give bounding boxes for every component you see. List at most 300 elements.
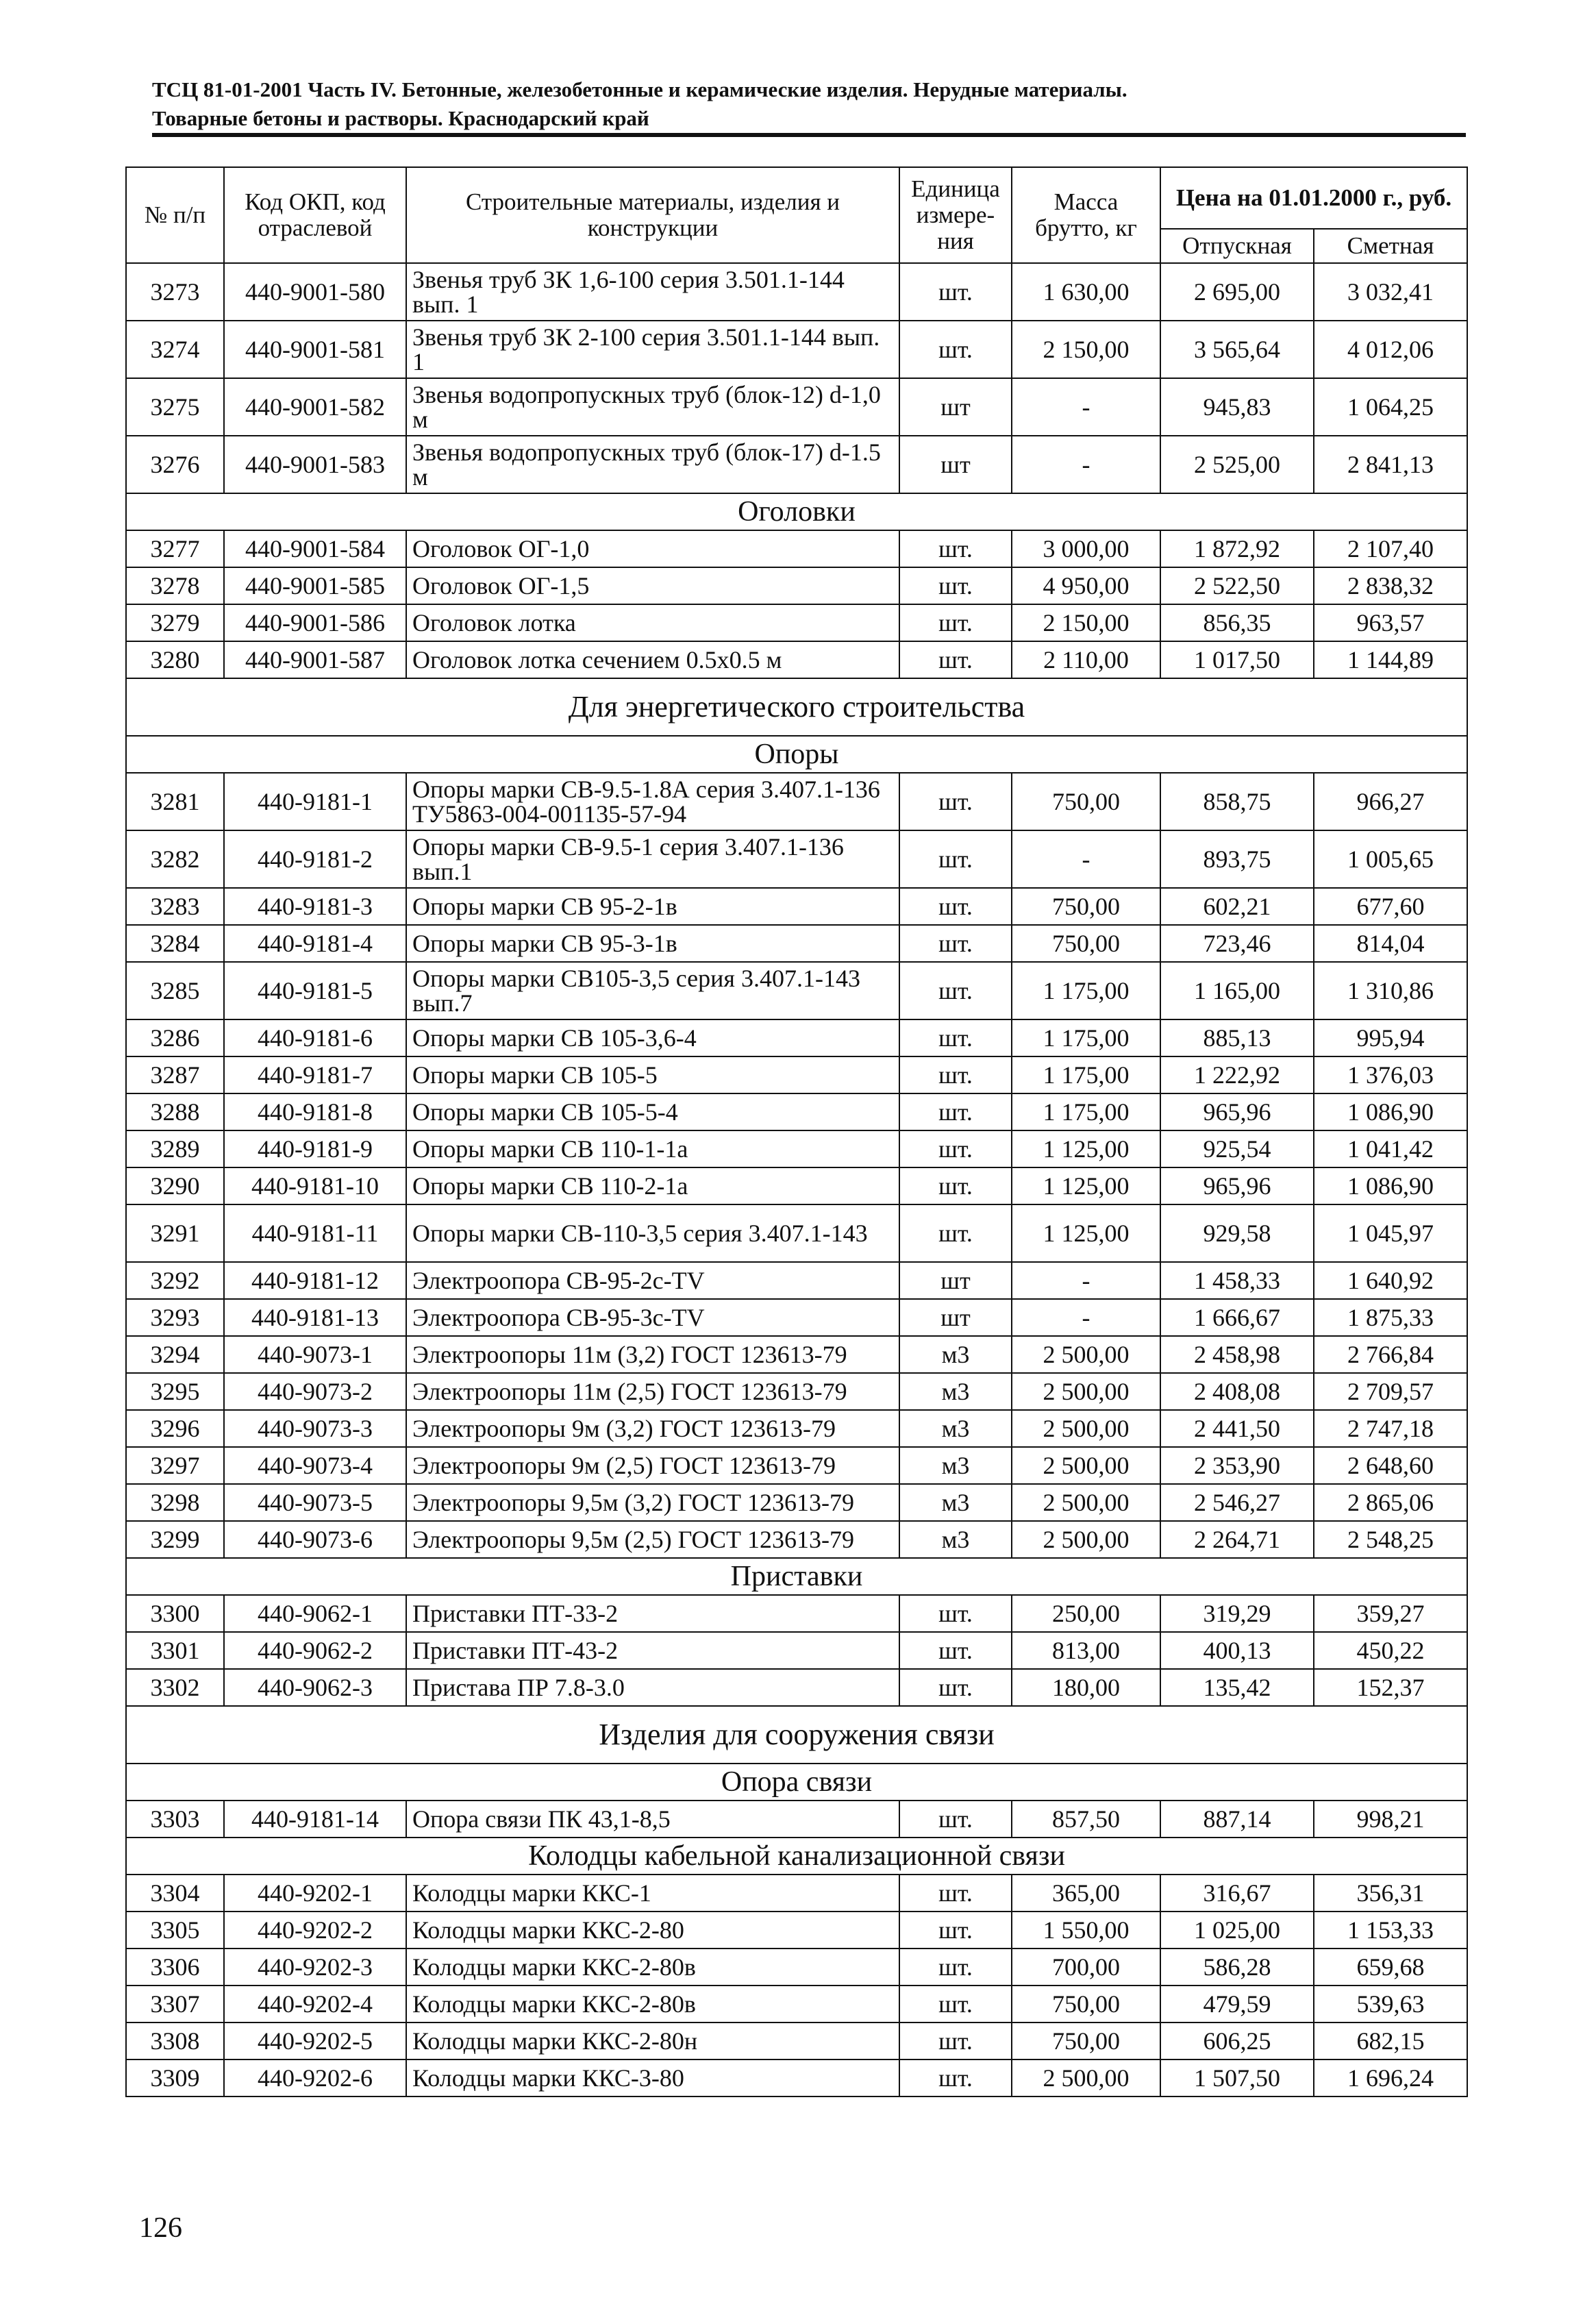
cell-mass: 365,00 [1012, 1875, 1160, 1912]
cell-name: Колодцы марки ККС-2-80в [406, 1986, 899, 2023]
cell-name: Электроопоры 9м (2,5) ГОСТ 123613-79 [406, 1447, 899, 1484]
cell-name: Опоры марки СВ 105-3,6-4 [406, 1019, 899, 1056]
page-number: 126 [139, 2212, 182, 2244]
cell-num: 3294 [126, 1336, 224, 1373]
cell-price-release: 1 458,33 [1160, 1262, 1314, 1299]
cell-mass: - [1012, 830, 1160, 888]
cell-price-release: 2 546,27 [1160, 1484, 1314, 1521]
cell-name: Электроопоры 11м (2,5) ГОСТ 123613-79 [406, 1373, 899, 1410]
cell-price-estimate: 2 747,18 [1314, 1410, 1467, 1447]
cell-code: 440-9001-585 [224, 567, 406, 604]
table-row [126, 321, 1467, 378]
cell-code: 440-9001-586 [224, 604, 406, 641]
cell-code: 440-9001-583 [224, 436, 406, 493]
table-row [126, 378, 1467, 436]
table-row [126, 530, 1467, 567]
cell-name: Оголовок лотка [406, 604, 899, 641]
table-row [126, 1912, 1467, 1949]
cell-unit: шт. [899, 1669, 1012, 1706]
cell-mass: 250,00 [1012, 1595, 1160, 1632]
table-row [126, 567, 1467, 604]
cell-mass: 4 950,00 [1012, 567, 1160, 604]
cell-code: 440-9001-580 [224, 263, 406, 321]
cell-unit: шт. [899, 2023, 1012, 2060]
table-row [126, 925, 1467, 962]
cell-unit: м3 [899, 1484, 1012, 1521]
cell-code: 440-9062-2 [224, 1632, 406, 1669]
cell-mass: 750,00 [1012, 2023, 1160, 2060]
cell-mass: 2 500,00 [1012, 1336, 1160, 1373]
cell-name: Колодцы марки ККС-3-80 [406, 2060, 899, 2096]
cell-name: Электроопора СВ-95-2с-TV [406, 1262, 899, 1299]
cell-price-release: 2 695,00 [1160, 263, 1314, 321]
cell-unit: шт. [899, 1986, 1012, 2023]
section-title: Опора связи [126, 1764, 1467, 1801]
cell-code: 440-9001-584 [224, 530, 406, 567]
cell-code: 440-9181-7 [224, 1056, 406, 1093]
cell-num: 3281 [126, 773, 224, 830]
cell-price-release: 723,46 [1160, 925, 1314, 962]
cell-price-release: 1 017,50 [1160, 641, 1314, 678]
cell-code: 440-9181-2 [224, 830, 406, 888]
cell-code: 440-9202-3 [224, 1949, 406, 1986]
table-row [126, 1130, 1467, 1167]
cell-unit: шт. [899, 962, 1012, 1019]
section-heading-row [126, 1838, 1467, 1875]
cell-mass: 2 500,00 [1012, 1521, 1160, 1558]
cell-unit: шт. [899, 1204, 1012, 1262]
document-header [152, 75, 1466, 133]
cell-unit: шт. [899, 888, 1012, 925]
cell-mass: 1 125,00 [1012, 1130, 1160, 1167]
cell-unit: м3 [899, 1521, 1012, 1558]
table-row [126, 1595, 1467, 1632]
cell-price-release: 2 264,71 [1160, 1521, 1314, 1558]
cell-num: 3282 [126, 830, 224, 888]
cell-name: Оголовок лотка сечением 0.5х0.5 м [406, 641, 899, 678]
cell-mass: - [1012, 378, 1160, 436]
cell-unit: шт. [899, 604, 1012, 641]
cell-num: 3305 [126, 1912, 224, 1949]
table-row [126, 641, 1467, 678]
cell-mass: 2 500,00 [1012, 2060, 1160, 2096]
table-row [126, 830, 1467, 888]
cell-price-release: 1 507,50 [1160, 2060, 1314, 2096]
cell-unit: шт. [899, 1801, 1012, 1838]
category-heading-row [126, 678, 1467, 736]
cell-price-estimate: 2 107,40 [1314, 530, 1467, 567]
cell-name: Колодцы марки ККС-2-80н [406, 2023, 899, 2060]
cell-price-release: 2 458,98 [1160, 1336, 1314, 1373]
cell-price-estimate: 539,63 [1314, 1986, 1467, 2023]
cell-price-estimate: 1 045,97 [1314, 1204, 1467, 1262]
cell-num: 3309 [126, 2060, 224, 2096]
cell-price-estimate: 359,27 [1314, 1595, 1467, 1632]
cell-unit: шт. [899, 1167, 1012, 1204]
cell-num: 3290 [126, 1167, 224, 1204]
cell-num: 3308 [126, 2023, 224, 2060]
cell-mass: 180,00 [1012, 1669, 1160, 1706]
cell-mass: 2 110,00 [1012, 641, 1160, 678]
cell-mass: 3 000,00 [1012, 530, 1160, 567]
cell-price-release: 965,96 [1160, 1167, 1314, 1204]
cell-unit: шт. [899, 1019, 1012, 1056]
header-code: Код ОКП, код отраслевой [224, 167, 406, 263]
cell-code: 440-9202-5 [224, 2023, 406, 2060]
cell-price-estimate: 682,15 [1314, 2023, 1467, 2060]
cell-code: 440-9181-13 [224, 1299, 406, 1336]
cell-unit: шт. [899, 1875, 1012, 1912]
section-title: Колодцы кабельной канализационной связи [126, 1838, 1467, 1875]
cell-unit: шт. [899, 1093, 1012, 1130]
cell-price-estimate: 995,94 [1314, 1019, 1467, 1056]
table-row [126, 1262, 1467, 1299]
cell-mass: 1 175,00 [1012, 1019, 1160, 1056]
table-row [126, 1801, 1467, 1838]
table-row [126, 888, 1467, 925]
cell-mass: 2 150,00 [1012, 321, 1160, 378]
header-line-2: Товарные бетоны и растворы. Краснодарский край [152, 106, 649, 130]
cell-price-estimate: 2 648,60 [1314, 1447, 1467, 1484]
cell-num: 3280 [126, 641, 224, 678]
cell-price-estimate: 1 041,42 [1314, 1130, 1467, 1167]
cell-name: Электроопоры 11м (3,2) ГОСТ 123613-79 [406, 1336, 899, 1373]
cell-price-release: 965,96 [1160, 1093, 1314, 1130]
cell-code: 440-9073-3 [224, 1410, 406, 1447]
cell-price-estimate: 1 005,65 [1314, 830, 1467, 888]
cell-num: 3295 [126, 1373, 224, 1410]
cell-price-release: 1 872,92 [1160, 530, 1314, 567]
cell-price-release: 1 222,92 [1160, 1056, 1314, 1093]
cell-unit: шт. [899, 641, 1012, 678]
cell-name: Колодцы марки ККС-1 [406, 1875, 899, 1912]
table-row [126, 604, 1467, 641]
cell-code: 440-9202-6 [224, 2060, 406, 2096]
cell-price-release: 1 025,00 [1160, 1912, 1314, 1949]
cell-mass: 1 175,00 [1012, 1093, 1160, 1130]
cell-price-release: 925,54 [1160, 1130, 1314, 1167]
cell-price-release: 885,13 [1160, 1019, 1314, 1056]
header-price-release: Отпускная [1160, 229, 1314, 263]
cell-price-release: 606,25 [1160, 2023, 1314, 2060]
cell-price-estimate: 1 064,25 [1314, 378, 1467, 436]
cell-num: 3302 [126, 1669, 224, 1706]
cell-price-estimate: 1 144,89 [1314, 641, 1467, 678]
cell-mass: 2 500,00 [1012, 1373, 1160, 1410]
cell-num: 3307 [126, 1986, 224, 2023]
cell-code: 440-9073-2 [224, 1373, 406, 1410]
cell-num: 3288 [126, 1093, 224, 1130]
header-material: Строительные материалы, изделия и конструкции [406, 167, 899, 263]
cell-code: 440-9181-11 [224, 1204, 406, 1262]
cell-unit: шт [899, 1262, 1012, 1299]
cell-price-estimate: 450,22 [1314, 1632, 1467, 1669]
cell-num: 3303 [126, 1801, 224, 1838]
cell-num: 3283 [126, 888, 224, 925]
cell-unit: шт. [899, 925, 1012, 962]
cell-price-estimate: 1 310,86 [1314, 962, 1467, 1019]
cell-mass: - [1012, 1299, 1160, 1336]
table-row [126, 1019, 1467, 1056]
cell-unit: шт. [899, 1912, 1012, 1949]
cell-code: 440-9181-8 [224, 1093, 406, 1130]
cell-price-release: 319,29 [1160, 1595, 1314, 1632]
category-heading-row [126, 1706, 1467, 1764]
cell-price-release: 316,67 [1160, 1875, 1314, 1912]
cell-price-release: 602,21 [1160, 888, 1314, 925]
cell-num: 3296 [126, 1410, 224, 1447]
cell-name: Звенья водопропускных труб (блок-12) d-1,0 м [406, 378, 899, 436]
section-title: Приставки [126, 1558, 1467, 1595]
cell-code: 440-9202-2 [224, 1912, 406, 1949]
cell-name: Колодцы марки ККС-2-80в [406, 1949, 899, 1986]
header-num: № п/п [126, 167, 224, 263]
table-row [126, 1669, 1467, 1706]
cell-price-estimate: 4 012,06 [1314, 321, 1467, 378]
table-row [126, 2060, 1467, 2096]
cell-unit: шт. [899, 263, 1012, 321]
table-row [126, 962, 1467, 1019]
cell-num: 3278 [126, 567, 224, 604]
cell-code: 440-9181-4 [224, 925, 406, 962]
cell-price-estimate: 659,68 [1314, 1949, 1467, 1986]
cell-name: Электроопора СВ-95-3с-TV [406, 1299, 899, 1336]
cell-mass: - [1012, 1262, 1160, 1299]
cell-code: 440-9202-1 [224, 1875, 406, 1912]
cell-mass: 2 500,00 [1012, 1410, 1160, 1447]
cell-code: 440-9181-10 [224, 1167, 406, 1204]
table-row [126, 1875, 1467, 1912]
cell-unit: шт. [899, 530, 1012, 567]
cell-mass: 1 550,00 [1012, 1912, 1160, 1949]
table-row [126, 436, 1467, 493]
cell-mass: 1 125,00 [1012, 1167, 1160, 1204]
cell-name: Опоры марки СВ 95-3-1в [406, 925, 899, 962]
cell-name: Опоры марки СВ-110-3,5 серия 3.407.1-143 [406, 1204, 899, 1262]
cell-price-release: 2 408,08 [1160, 1373, 1314, 1410]
cell-code: 440-9181-9 [224, 1130, 406, 1167]
cell-name: Опоры марки СВ105-3,5 серия 3.407.1-143 вып.7 [406, 962, 899, 1019]
cell-mass: 1 175,00 [1012, 962, 1160, 1019]
cell-unit: шт. [899, 1595, 1012, 1632]
cell-num: 3304 [126, 1875, 224, 1912]
cell-price-estimate: 814,04 [1314, 925, 1467, 962]
cell-price-estimate: 1 640,92 [1314, 1262, 1467, 1299]
section-title: Изделия для сооружения связи [126, 1706, 1467, 1764]
price-table [125, 166, 1468, 2097]
cell-price-release: 893,75 [1160, 830, 1314, 888]
cell-price-estimate: 1 086,90 [1314, 1093, 1467, 1130]
table-row [126, 2023, 1467, 2060]
cell-price-release: 135,42 [1160, 1669, 1314, 1706]
cell-num: 3284 [126, 925, 224, 962]
table-row [126, 1336, 1467, 1373]
cell-unit: шт. [899, 1632, 1012, 1669]
cell-mass: 2 500,00 [1012, 1447, 1160, 1484]
cell-code: 440-9062-1 [224, 1595, 406, 1632]
cell-num: 3277 [126, 530, 224, 567]
cell-name: Оголовок ОГ-1,5 [406, 567, 899, 604]
cell-price-release: 2 441,50 [1160, 1410, 1314, 1447]
cell-unit: шт. [899, 321, 1012, 378]
table-row [126, 1632, 1467, 1669]
cell-name: Опоры марки СВ-9.5-1.8А серия 3.407.1-136 ТУ5863-004-001135-57-94 [406, 773, 899, 830]
section-title: Опоры [126, 736, 1467, 773]
cell-num: 3293 [126, 1299, 224, 1336]
cell-name: Электроопоры 9м (3,2) ГОСТ 123613-79 [406, 1410, 899, 1447]
cell-name: Опоры марки СВ 105-5-4 [406, 1093, 899, 1130]
cell-unit: шт. [899, 1056, 1012, 1093]
header-mass: Масса брутто, кг [1012, 167, 1160, 263]
cell-price-estimate: 152,37 [1314, 1669, 1467, 1706]
cell-price-estimate: 2 709,57 [1314, 1373, 1467, 1410]
cell-name: Опоры марки СВ-9.5-1 серия 3.407.1-136 вып.1 [406, 830, 899, 888]
section-heading-row [126, 493, 1467, 530]
cell-price-estimate: 1 875,33 [1314, 1299, 1467, 1336]
cell-unit: м3 [899, 1336, 1012, 1373]
cell-num: 3299 [126, 1521, 224, 1558]
cell-num: 3285 [126, 962, 224, 1019]
cell-code: 440-9001-581 [224, 321, 406, 378]
table-row [126, 1204, 1467, 1262]
header-line-1: ТСЦ 81-01-2001 Часть IV. Бетонные, железобетонные и керамические изделия. Нерудные материалы. [152, 77, 1127, 101]
table-row [126, 1299, 1467, 1336]
cell-mass: 700,00 [1012, 1949, 1160, 1986]
cell-unit: шт. [899, 2060, 1012, 2096]
cell-name: Опора связи ПК 43,1-8,5 [406, 1801, 899, 1838]
cell-num: 3273 [126, 263, 224, 321]
cell-unit: шт. [899, 773, 1012, 830]
cell-price-estimate: 1 376,03 [1314, 1056, 1467, 1093]
cell-price-estimate: 966,27 [1314, 773, 1467, 830]
cell-name: Опоры марки СВ 110-2-1а [406, 1167, 899, 1204]
cell-num: 3275 [126, 378, 224, 436]
table-row [126, 1986, 1467, 2023]
table-header [126, 167, 1467, 263]
cell-price-release: 2 522,50 [1160, 567, 1314, 604]
cell-name: Оголовок ОГ-1,0 [406, 530, 899, 567]
section-title: Оголовки [126, 493, 1467, 530]
cell-num: 3279 [126, 604, 224, 641]
cell-price-release: 887,14 [1160, 1801, 1314, 1838]
table-row [126, 1484, 1467, 1521]
cell-mass: 857,50 [1012, 1801, 1160, 1838]
cell-name: Приставки ПТ-43-2 [406, 1632, 899, 1669]
table-row [126, 1093, 1467, 1130]
cell-price-estimate: 3 032,41 [1314, 263, 1467, 321]
cell-code: 440-9073-5 [224, 1484, 406, 1521]
cell-price-release: 856,35 [1160, 604, 1314, 641]
cell-code: 440-9181-6 [224, 1019, 406, 1056]
cell-unit: шт [899, 378, 1012, 436]
cell-mass: - [1012, 436, 1160, 493]
header-rule [152, 133, 1466, 137]
cell-unit: м3 [899, 1410, 1012, 1447]
table-row [126, 1410, 1467, 1447]
cell-price-estimate: 1 696,24 [1314, 2060, 1467, 2096]
cell-price-release: 1 666,67 [1160, 1299, 1314, 1336]
cell-name: Электроопоры 9,5м (3,2) ГОСТ 123613-79 [406, 1484, 899, 1521]
cell-unit: шт. [899, 567, 1012, 604]
cell-mass: 2 500,00 [1012, 1484, 1160, 1521]
cell-code: 440-9073-4 [224, 1447, 406, 1484]
cell-price-release: 479,59 [1160, 1986, 1314, 2023]
cell-unit: м3 [899, 1447, 1012, 1484]
cell-code: 440-9001-582 [224, 378, 406, 436]
cell-code: 440-9073-6 [224, 1521, 406, 1558]
table-row [126, 1056, 1467, 1093]
section-heading-row [126, 1558, 1467, 1595]
table-row [126, 263, 1467, 321]
cell-mass: 1 630,00 [1012, 263, 1160, 321]
cell-mass: 1 125,00 [1012, 1204, 1160, 1262]
cell-code: 440-9202-4 [224, 1986, 406, 2023]
cell-name: Звенья труб ЗК 1,6-100 серия 3.501.1-144 вып. 1 [406, 263, 899, 321]
cell-price-estimate: 677,60 [1314, 888, 1467, 925]
cell-mass: 813,00 [1012, 1632, 1160, 1669]
cell-code: 440-9001-587 [224, 641, 406, 678]
cell-price-release: 1 165,00 [1160, 962, 1314, 1019]
cell-code: 440-9181-1 [224, 773, 406, 830]
cell-num: 3297 [126, 1447, 224, 1484]
cell-num: 3306 [126, 1949, 224, 1986]
table-row [126, 1521, 1467, 1558]
cell-name: Звенья труб ЗК 2-100 серия 3.501.1-144 вып. 1 [406, 321, 899, 378]
cell-price-estimate: 2 766,84 [1314, 1336, 1467, 1373]
cell-name: Приставки ПТ-33-2 [406, 1595, 899, 1632]
cell-price-estimate: 2 838,32 [1314, 567, 1467, 604]
cell-unit: шт [899, 436, 1012, 493]
cell-price-estimate: 356,31 [1314, 1875, 1467, 1912]
section-heading-row [126, 736, 1467, 773]
cell-mass: 750,00 [1012, 888, 1160, 925]
table-row [126, 773, 1467, 830]
cell-name: Опоры марки СВ 95-2-1в [406, 888, 899, 925]
cell-price-estimate: 998,21 [1314, 1801, 1467, 1838]
cell-price-estimate: 2 865,06 [1314, 1484, 1467, 1521]
cell-name: Опоры марки СВ 110-1-1а [406, 1130, 899, 1167]
section-title: Для энергетического строительства [126, 678, 1467, 736]
cell-price-release: 2 353,90 [1160, 1447, 1314, 1484]
cell-price-release: 400,13 [1160, 1632, 1314, 1669]
table-row [126, 1373, 1467, 1410]
cell-mass: 750,00 [1012, 925, 1160, 962]
cell-unit: шт. [899, 1130, 1012, 1167]
cell-name: Электроопоры 9,5м (2,5) ГОСТ 123613-79 [406, 1521, 899, 1558]
cell-num: 3298 [126, 1484, 224, 1521]
cell-code: 440-9073-1 [224, 1336, 406, 1373]
table-row [126, 1447, 1467, 1484]
header-unit: Единица измере-ния [899, 167, 1012, 263]
cell-code: 440-9181-14 [224, 1801, 406, 1838]
cell-code: 440-9181-5 [224, 962, 406, 1019]
cell-code: 440-9062-3 [224, 1669, 406, 1706]
section-heading-row [126, 1764, 1467, 1801]
table-row [126, 1167, 1467, 1204]
cell-price-release: 858,75 [1160, 773, 1314, 830]
table-row [126, 1949, 1467, 1986]
cell-code: 440-9181-12 [224, 1262, 406, 1299]
cell-price-estimate: 963,57 [1314, 604, 1467, 641]
cell-price-estimate: 1 086,90 [1314, 1167, 1467, 1204]
cell-num: 3300 [126, 1595, 224, 1632]
cell-mass: 750,00 [1012, 773, 1160, 830]
cell-num: 3291 [126, 1204, 224, 1262]
cell-num: 3292 [126, 1262, 224, 1299]
cell-num: 3301 [126, 1632, 224, 1669]
cell-unit: шт. [899, 830, 1012, 888]
cell-price-estimate: 1 153,33 [1314, 1912, 1467, 1949]
